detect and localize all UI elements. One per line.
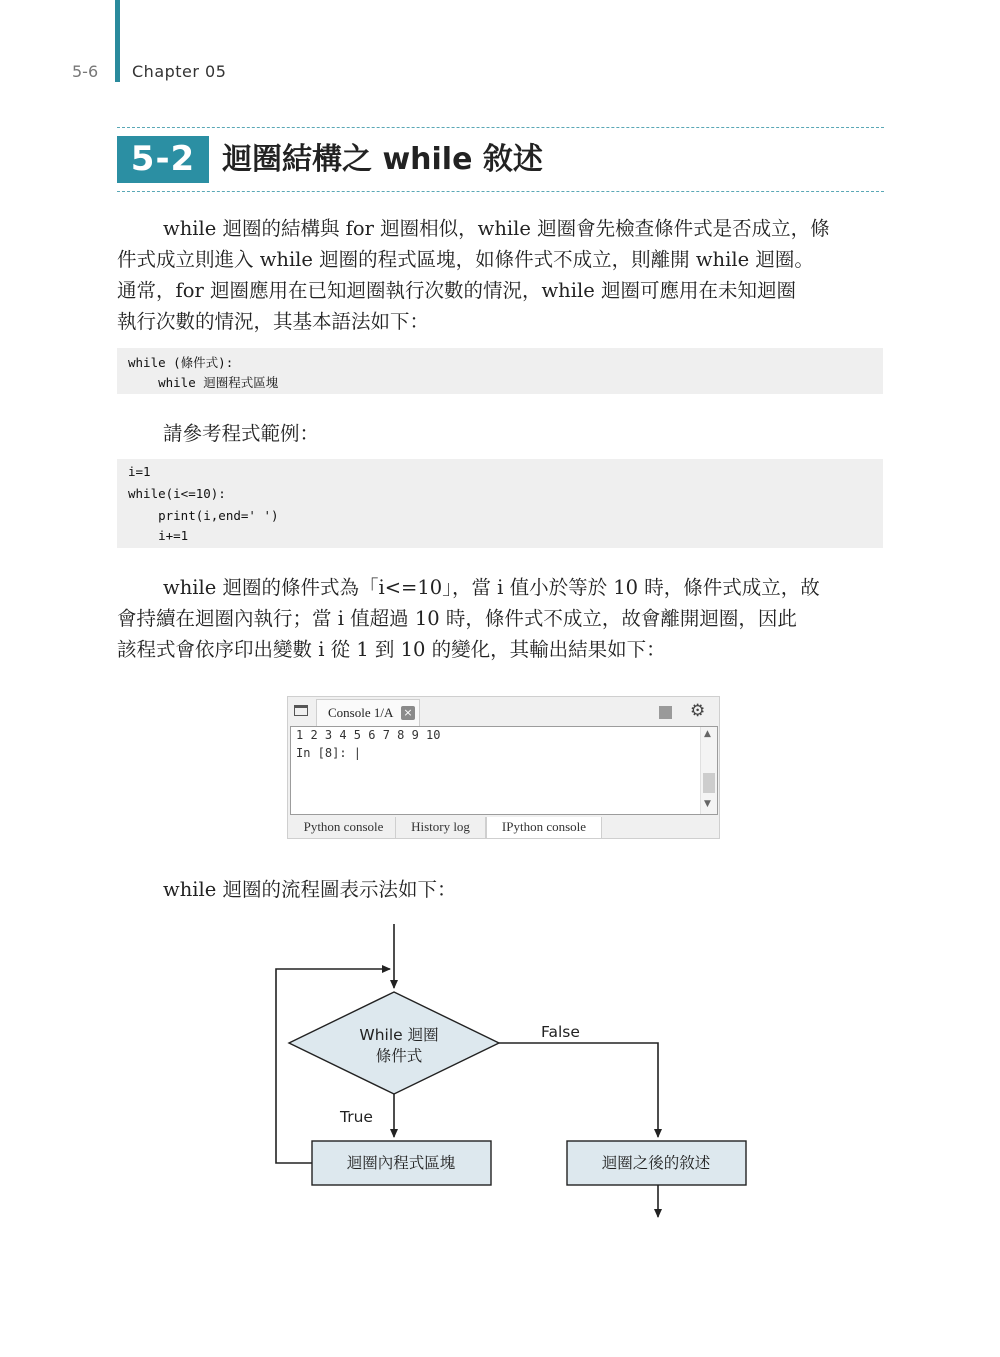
paragraph-line: 該程式會依序印出變數 i 從 1 到 10 的變化，其輸出結果如下：: [117, 638, 666, 661]
example-intro: 請參考程式範例：: [163, 422, 320, 445]
chevron-down-icon[interactable]: ▼: [704, 799, 711, 809]
paragraph-line: 件式成立則進入 while 迴圈的程式區塊，如條件式不成立，則離開 while 迴圈。: [117, 248, 814, 271]
code-line: while(i<=10):: [128, 486, 226, 501]
console-tab-label: Console 1/A: [328, 705, 394, 720]
code-line: print(i,end=' '): [128, 508, 279, 523]
section-title: 迴圈結構之 while 敘述: [222, 142, 543, 177]
true-label: True: [340, 1108, 373, 1126]
code-line: while 迴圈程式區塊: [128, 375, 279, 390]
false-label: False: [541, 1023, 580, 1041]
flowchart-intro: while 迴圈的流程圖表示法如下：: [163, 878, 457, 901]
section-number-badge: 5-2: [117, 136, 209, 183]
tab-ipython-console[interactable]: IPython console: [486, 817, 602, 839]
tab-history-log[interactable]: History log: [396, 817, 486, 839]
paragraph-line: 會持續在迴圈內執行；當 i 值超過 10 時，條件式不成立，故會離開迴圈，因此: [117, 607, 797, 630]
paragraph-line: while 迴圈的條件式為「i<=10」，當 i 值小於等於 10 時，條件式成立，故: [163, 576, 820, 599]
after-loop-label: 迴圈之後的敘述: [601, 1154, 711, 1172]
tab-python-console[interactable]: Python console: [292, 817, 396, 839]
console-output-line: 1 2 3 4 5 6 7 8 9 10: [296, 728, 441, 742]
console-prompt: In [8]: |: [296, 746, 362, 760]
decision-label-line2: 條件式: [375, 1047, 423, 1065]
chapter-label: Chapter 05: [132, 62, 227, 81]
code-line: i=1: [128, 464, 151, 479]
paragraph-line: while 迴圈的結構與 for 迴圈相似，while 迴圈會先檢查條件式是否成立，條: [163, 217, 830, 240]
code-line: i+=1: [128, 528, 189, 543]
page-number: 5-6: [72, 62, 99, 81]
decision-label-line1: While 迴圈: [359, 1026, 439, 1044]
paragraph-line: 通常，for 迴圈應用在已知迴圈執行次數的情況，while 迴圈可應用在未知迴圈: [117, 279, 796, 302]
flow-false-arrow: [499, 1043, 658, 1137]
code-line: while (條件式):: [128, 355, 234, 370]
loop-body-label: 迴圈內程式區塊: [346, 1154, 456, 1172]
close-icon[interactable]: ×: [401, 706, 415, 720]
gear-icon[interactable]: ⚙: [690, 701, 706, 721]
chevron-up-icon[interactable]: ▲: [704, 729, 711, 739]
paragraph-line: 執行次數的情況，其基本語法如下：: [117, 310, 430, 333]
